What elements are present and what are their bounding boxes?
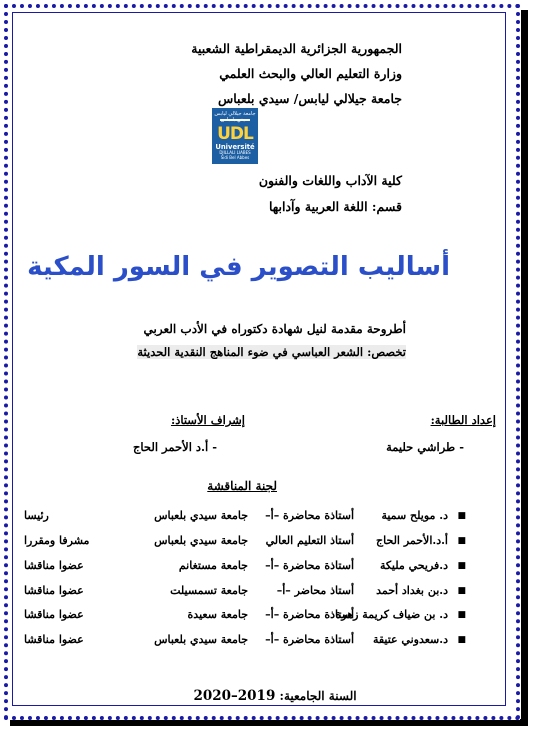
- member-rank: أستاذة محاضرة –أ–: [265, 509, 354, 522]
- page-shadow-bottom: [10, 719, 528, 726]
- committee-row: [24, 608, 466, 626]
- committee-title: لجنة المناقشة: [207, 479, 277, 493]
- member-rank: أستاذة محاضرة –أ–: [265, 633, 354, 646]
- member-role: عضوا مناقشا: [24, 559, 84, 572]
- academic-year-value: 2019–2020: [193, 688, 276, 704]
- supervisor-label: إشراف الأستاذ:: [170, 413, 245, 427]
- academic-year: [160, 688, 390, 704]
- member-name: د.فريحي مليكة: [379, 559, 448, 572]
- member-name: د. مويلح سمية: [381, 509, 448, 522]
- page-shadow-right: [521, 10, 528, 726]
- thesis-specialty: [137, 345, 406, 359]
- header-university: جامعة جيلالي ليابس/ سيدي بلعباس: [217, 91, 402, 106]
- bullet-icon: ■: [457, 610, 466, 620]
- specialty-text: تخصص: الشعر العباسي في ضوء المناهج النقدية الحديثة: [137, 345, 406, 359]
- member-rank: أستاذة محاضرة –أ–: [265, 608, 354, 621]
- bullet-icon: ■: [457, 561, 466, 571]
- committee-row: [24, 559, 466, 577]
- member-role: مشرفا ومقررا: [24, 534, 90, 547]
- member-role: عضوا مناقشا: [24, 608, 84, 621]
- member-rank: أستاذة محاضرة –أ–: [265, 559, 354, 572]
- committee-row: [24, 633, 466, 651]
- bullet-icon: ■: [457, 635, 466, 645]
- member-role: عضوا مناقشا: [24, 584, 84, 597]
- faculty: كلية الآداب واللغات والفنون: [258, 173, 402, 188]
- logo-bar: [220, 119, 250, 121]
- member-university: جامعة تسمسيلت: [170, 584, 248, 597]
- student-name: - طراشي حليمة: [386, 440, 464, 454]
- academic-year-label: السنة الجامعية:: [279, 689, 357, 703]
- university-logo: [212, 108, 258, 164]
- logo-subtitle: DJILLALI LIABES Sidi Bel Abbes: [219, 150, 251, 160]
- logo-name: Université: [215, 143, 255, 151]
- member-university: جامعة سيدي بلعباس: [154, 509, 248, 522]
- member-rank: أستاذ التعليم العالي: [265, 534, 354, 547]
- member-name: د.سعدوني عتيقة: [372, 633, 448, 646]
- member-rank: أستاذ محاضر –أ–: [276, 584, 354, 597]
- bullet-icon: ■: [457, 536, 466, 546]
- member-role: رئيسا: [24, 509, 49, 522]
- logo-arabic: جامعة جيلالي ليابس: [214, 111, 256, 117]
- committee-row: [24, 534, 466, 552]
- header-ministry: وزارة التعليم العالي والبحث العلمي: [219, 66, 402, 81]
- logo-mark: UDL: [217, 124, 253, 144]
- member-university: جامعة سيدي بلعباس: [154, 633, 248, 646]
- bullet-icon: ■: [457, 511, 466, 521]
- header-republic: الجمهورية الجزائرية الديمقراطية الشعبية: [191, 41, 402, 56]
- member-university: جامعة سيدي بلعباس: [154, 534, 248, 547]
- committee-row: [24, 509, 466, 527]
- member-name: أ.د.الأحمر الحاج: [376, 534, 448, 547]
- department: قسم: اللغة العربية وآدابها: [268, 199, 402, 214]
- bullet-icon: ■: [457, 586, 466, 596]
- thesis-subtitle: أطروحة مقدمة لنيل شهادة دكتوراه في الأدب العربي: [143, 322, 406, 336]
- member-name: د. بن ضياف كريمة زهرة: [335, 608, 448, 621]
- member-university: جامعة مستغانم: [178, 559, 248, 572]
- member-university: جامعة سعيدة: [187, 608, 248, 621]
- student-label: إعداد الطالبة:: [430, 413, 496, 427]
- supervisor-name: - أ.د الأحمر الحاج: [132, 440, 217, 454]
- member-role: عضوا مناقشا: [24, 633, 84, 646]
- committee-row: [24, 584, 466, 602]
- thesis-title: أساليب التصوير في السور المكية: [27, 252, 450, 282]
- member-name: د.بن بغداد أحمد: [376, 584, 448, 597]
